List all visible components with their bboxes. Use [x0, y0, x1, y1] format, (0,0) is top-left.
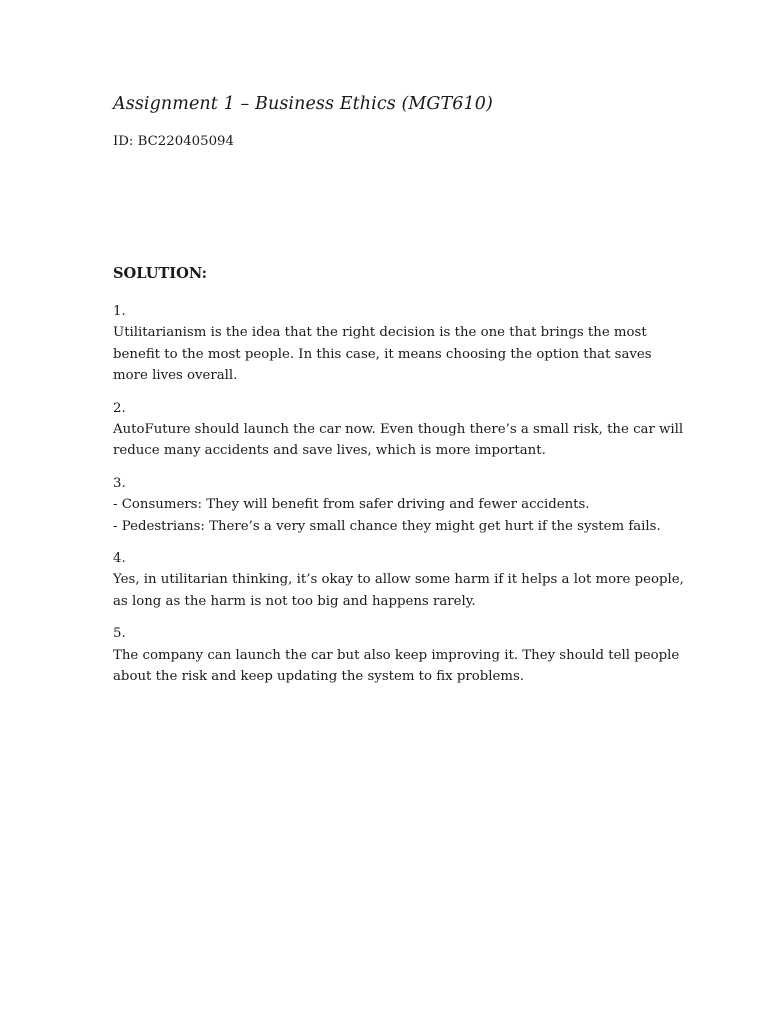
answer-line: Utilitarianism is the idea that the right decision is the one that brings the most	[113, 325, 647, 341]
answer-line: more lives overall.	[113, 368, 238, 384]
answers-list	[113, 301, 684, 699]
answer-line: benefit to the most people. In this case, it means choosing the option that saves	[113, 346, 652, 362]
answer-line: reduce many accidents and save lives, which is more important.	[113, 443, 546, 459]
answer-line: The company can launch the car but also keep improving it. They should tell people	[113, 647, 680, 663]
answer-number: 3.	[113, 475, 126, 491]
solution-heading: SOLUTION:	[113, 265, 208, 282]
answer-line: - Pedestrians: There’s a very small chance they might get hurt if the system fails.	[113, 518, 661, 534]
answer-number: 2.	[113, 400, 126, 416]
answer-line: AutoFuture should launch the car now. Even though there’s a small risk, the car will	[113, 422, 684, 438]
answer-line: - Consumers: They will benefit from safer driving and fewer accidents.	[113, 497, 590, 513]
answer-number: 1.	[113, 304, 126, 319]
answer-5	[113, 623, 680, 687]
answer-2	[113, 398, 684, 462]
answer-number: 5.	[113, 626, 126, 642]
document-title: Assignment 1 – Business Ethics (MGT610)	[113, 94, 493, 114]
answer-4	[113, 548, 684, 612]
answer-number: 4.	[113, 551, 126, 567]
answer-1	[113, 301, 673, 387]
answer-line: as long as the harm is not too big and happens rarely.	[113, 593, 476, 609]
answer-line: Yes, in utilitarian thinking, it’s okay to allow some harm if it helps a lot more people,	[113, 572, 684, 588]
student-id: ID: BC220405094	[113, 134, 234, 149]
answer-line: about the risk and keep updating the system to fix problems.	[113, 669, 525, 685]
answer-3	[113, 473, 673, 537]
